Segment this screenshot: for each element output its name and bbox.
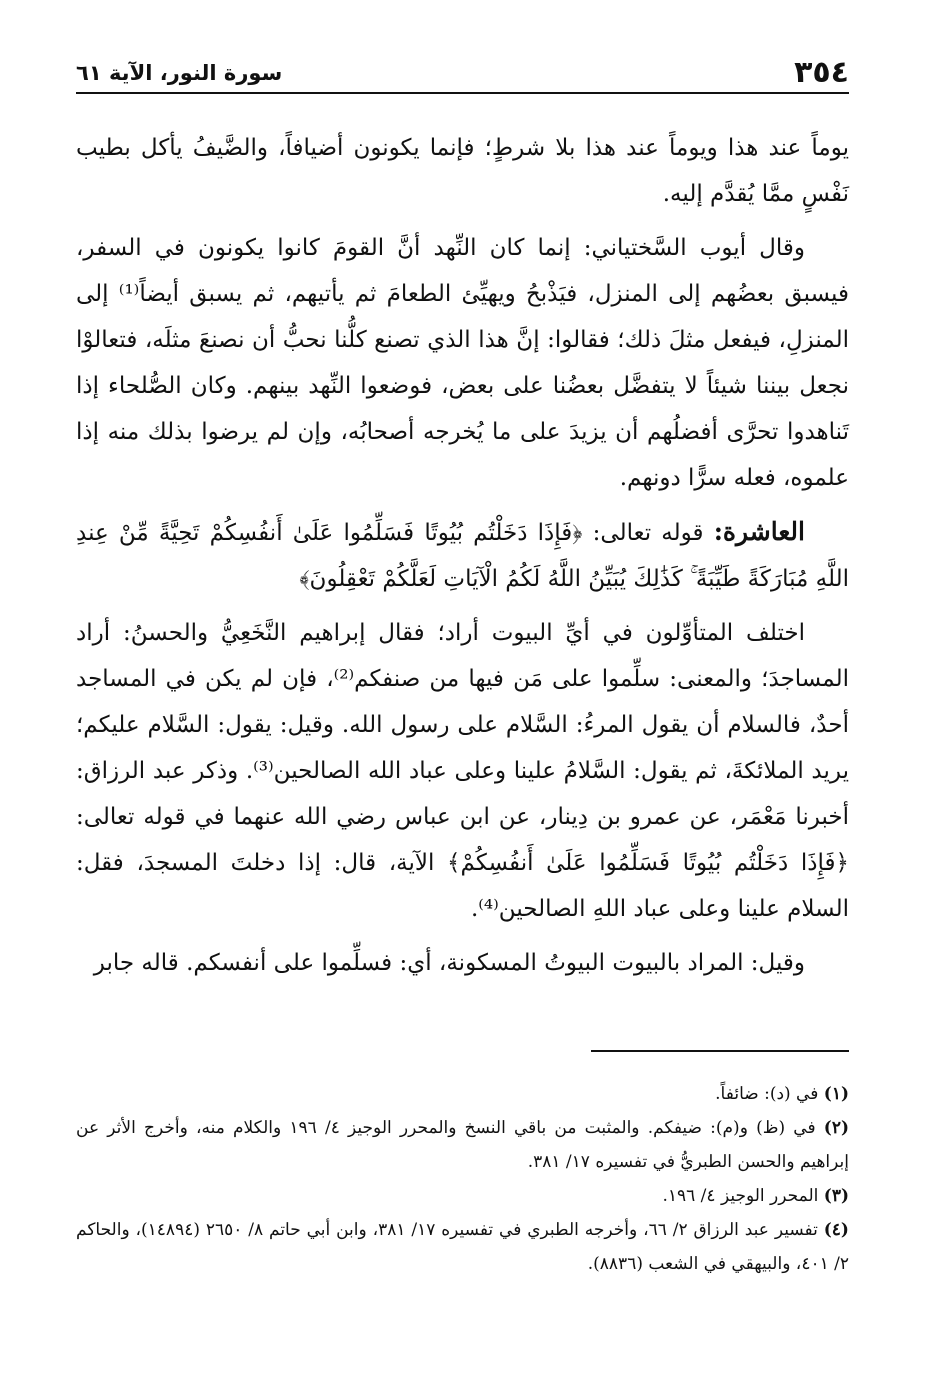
footnote [76, 1077, 849, 1111]
paragraph-4: اختلف المتأوِّلون في أيِّ البيوت أراد؛ فقال إبراهيم النَّخَعِيُّ والحسنُ: أراد المساجدَ؛ والمعنى: سلِّموا على مَن فيها من صنفكم⁽²⁾، فإن لم يكن في المساجد أحدٌ، فالسلام أن يقول المرءُ: السَّلام على رسول الله. وقيل: يقول: السَّلام عليكم؛ يريد الملائكةَ، ثم يقول: السَّلامُ علينا وعلى عباد الله الصالحين⁽³⁾. وذكر عبد الرزاق: أخبرنا مَعْمَر، عن عمرو بن دِينار، عن ابن عباس رضي الله عنهما في قوله تعالى: ﴿فَإِذَا دَخَلْتُم بُيُوتًا فَسَلِّمُوا عَلَىٰ أَنفُسِكُمْ﴾ الآية، قال: إذا دخلتَ المسجدَ، فقل: السلام علينا وعلى عباد اللهِ الصالحين⁽⁴⁾. [76, 620, 850, 922]
footnote-text: في (ظ) و(م): ضيفكم. والمثبت من باقي النسخ والمحرر الوجيز ٤/ ١٩٦ والكلام منه، وأخرج الأثر عن إبراهيم والحسن الطبريُّ في تفسيره ١٧/ ٣٨١. [76, 1118, 849, 1172]
page-header [76, 52, 849, 94]
footnote-number: (٤) [823, 1220, 849, 1240]
paragraph-3 [76, 509, 849, 602]
footnotes [76, 1077, 849, 1281]
quran-verse-text: قوله تعالى: ﴿فَإِذَا دَخَلْتُم بُيُوتًا فَسَلِّمُوا عَلَىٰ أَنفُسِكُمْ تَحِيَّةً مِّنْ عِندِ اللَّهِ مُبَارَكَةً طَيِّبَةً ۚ كَذَٰلِكَ يُبَيِّنُ اللَّهُ لَكُمُ الْآيَاتِ لَعَلَّكُمْ تَعْقِلُونَ﴾ [76, 520, 849, 592]
footnote-number: (١) [823, 1084, 849, 1104]
footnote-separator [591, 1050, 849, 1052]
footnote-text: المحرر الوجيز ٤/ ١٩٦. [662, 1186, 819, 1206]
footnote [76, 1111, 849, 1179]
page-number: ٣٥٤ [794, 55, 849, 90]
footnote-number: (٢) [823, 1118, 850, 1138]
footnote-text: تفسير عبد الرزاق ٢/ ٦٦، وأخرجه الطبري في تفسيره ١٧/ ٣٨١، وابن أبي حاتم ٨/ ٢٦٥٠ (١٤٨٩٤)، والحاكم ٢/ ٤٠١، والبيهقي في الشعب (٨٨٣٦). [76, 1220, 849, 1274]
running-title: سورة النور، الآية ٦١ [76, 61, 283, 85]
footnote-text: في (د): ضائفاً. [715, 1084, 819, 1104]
section-label: العاشرة: [713, 517, 805, 546]
footnote [76, 1213, 849, 1281]
paragraph-2: وقال أيوب السَّختياني: إنما كان النِّهد أنَّ القومَ كانوا يكونون في السفر، فيسبق بعضُهم إلى المنزل، فيَذْبحُ ويهيِّئ الطعامَ ثم يأتيهم، ثم يسبق أيضاً⁽¹⁾ إلى المنزلِ، فيفعل مثلَ ذلك؛ فقالوا: إنَّ هذا الذي تصنع كلُّنا نحبُّ أن نصنعَ مثلَه، فتعالوْا نجعل بيننا شيئاً لا يتفضَّل بعضُنا على بعض، فوضعوا النِّهد بينهم. وكان الصُّلحاء إذا تَناهدوا تحرَّى أفضلُهم أن يزيدَ على ما يُخرجه أصحابُه، وإن لم يرضوا بذلك منه إذا علموه، فعله سرًّا دونهم. [76, 235, 849, 491]
paragraph-5: وقيل: المراد بالبيوت البيوتُ المسكونة، أي: فسلِّموا على أنفسكم. قاله جابر [93, 950, 805, 976]
paragraph-1: يوماً عند هذا ويوماً عند هذا بلا شرطٍ؛ فإنما يكونون أضيافاً، والضَّيفُ يأكل بطيب نَفْسٍ ممَّا يُقدَّم إليه. [76, 135, 849, 207]
footnote [76, 1179, 849, 1213]
footnote-number: (٣) [823, 1186, 849, 1206]
main-text [76, 125, 849, 994]
